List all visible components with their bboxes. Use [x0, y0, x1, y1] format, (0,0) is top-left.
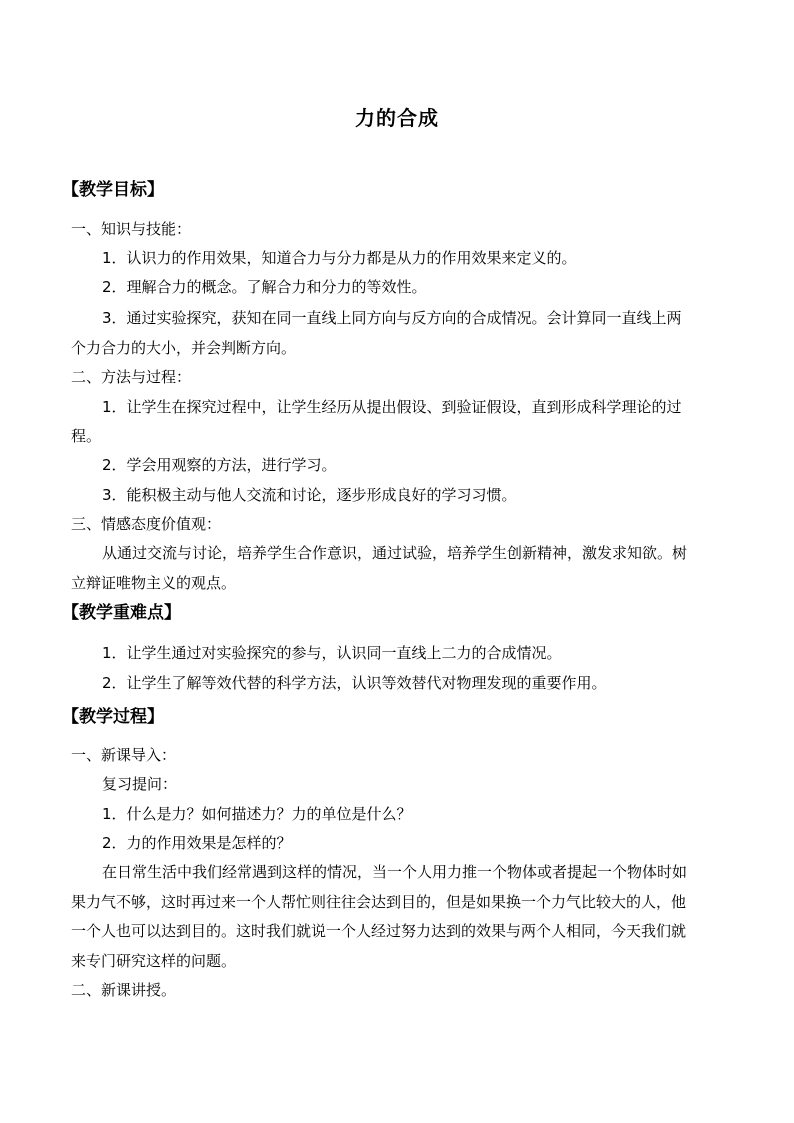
key-points-item1: 1．让学生通过对实验探究的参与，认识同一直线上二力的合成情况。	[102, 644, 562, 662]
process-question-2: 2．力的作用效果是怎样的？	[102, 834, 292, 852]
section-heading-objectives: 【教学目标】	[62, 180, 164, 200]
objectives-part2-item1-line1: 1．让学生在探究过程中，让学生经历从提出假设、到验证假设，直到形成科学理论的过	[102, 398, 682, 416]
process-intro-line4: 来专门研究这样的问题。	[71, 952, 237, 970]
key-points-item2: 2．让学生了解等效代替的科学方法，认识等效替代对物理发现的重要作用。	[102, 674, 607, 692]
section-heading-process: 【教学过程】	[62, 707, 164, 727]
objectives-part1-item3-line2: 个力合力的大小，并会判断方向。	[71, 339, 297, 357]
section-heading-key-points: 【教学重难点】	[62, 603, 181, 623]
process-part1-label: 一、新课导入：	[71, 746, 177, 764]
objectives-part2-item1-line2: 程。	[71, 427, 102, 445]
process-review-label: 复习提问：	[102, 775, 178, 793]
page-title: 力的合成	[355, 106, 439, 130]
objectives-part2-item3: 3．能积极主动与他人交流和讨论，逐步形成良好的学习习惯。	[102, 486, 517, 504]
objectives-part3-label: 三、情感态度价值观：	[71, 515, 222, 533]
process-intro-line3: 一个人也可以达到目的。这时我们就说一个人经过努力达到的效果与两个人相同，今天我们就	[71, 922, 687, 940]
objectives-part3-line2: 立辩证唯物主义的观点。	[71, 574, 237, 592]
objectives-part1-item3-line1: 3．通过实验探究，获知在同一直线上同方向与反方向的合成情况。会计算同一直线上两	[102, 309, 682, 327]
process-intro-line1: 在日常生活中我们经常遇到这样的情况，当一个人用力推一个物体或者提起一个物体时如	[102, 863, 688, 881]
objectives-part2-label: 二、方法与过程：	[71, 368, 192, 386]
objectives-part1-item1: 1．认识力的作用效果，知道合力与分力都是从力的作用效果来定义的。	[102, 249, 577, 267]
objectives-part3-line1: 从通过交流与讨论，培养学生合作意识，通过试验，培养学生创新精神，激发求知欲。树	[102, 544, 688, 562]
objectives-part2-item2: 2．学会用观察的方法，进行学习。	[102, 456, 337, 474]
process-question-1: 1．什么是力？如何描述力？力的单位是什么？	[102, 805, 412, 823]
process-part2-label: 二、新课讲授。	[71, 981, 177, 999]
objectives-part1-item2: 2．理解合力的概念。了解合力和分力的等效性。	[102, 278, 427, 296]
process-intro-line2: 果力气不够，这时再过来一个人帮忙则往往会达到目的，但是如果换一个力气比较大的人，他	[71, 893, 687, 911]
objectives-part1-label: 一、知识与技能：	[71, 220, 192, 238]
